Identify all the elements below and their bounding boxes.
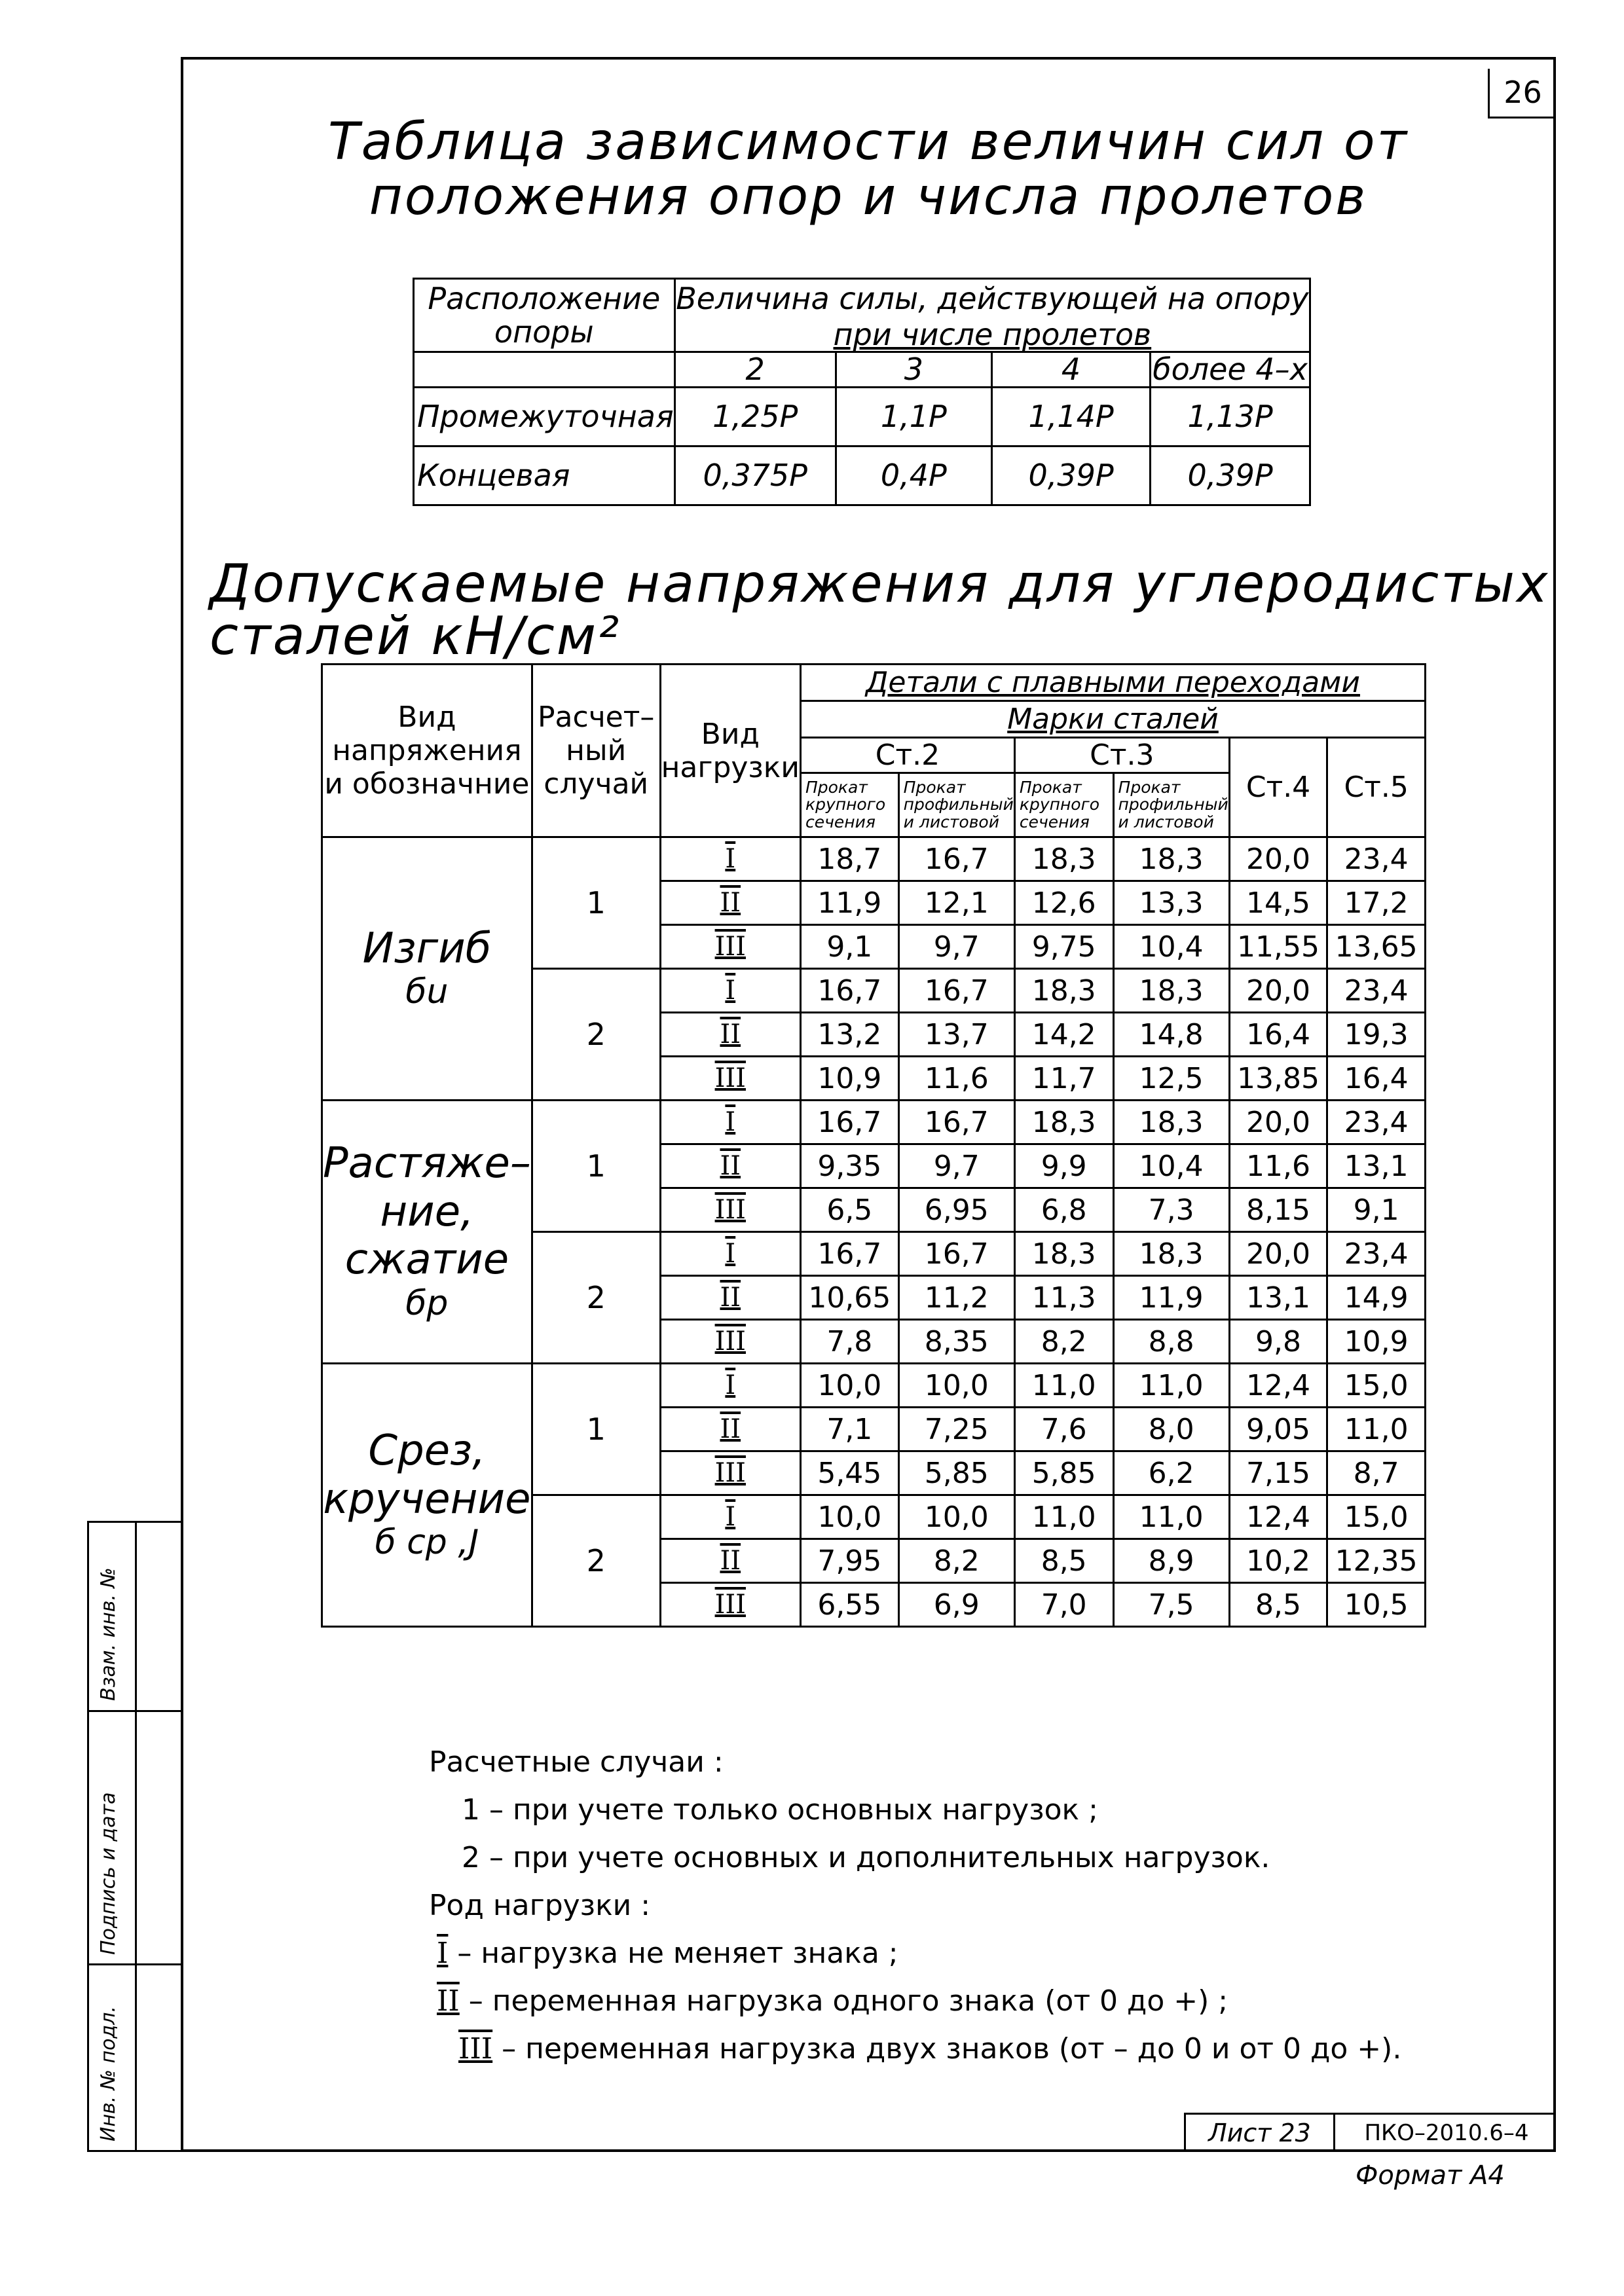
span-4: 4: [991, 352, 1150, 388]
load-type: III: [660, 1057, 800, 1101]
stress-value: 7,15: [1229, 1451, 1327, 1495]
stress-value: 14,5: [1229, 881, 1327, 925]
stress-value: 7,95: [800, 1539, 898, 1583]
span-3: 3: [836, 352, 991, 388]
header-rolled-large: Прокат крупного сечения: [1014, 773, 1113, 837]
load-1-text: – нагрузка не меняет знака ;: [448, 1937, 898, 1970]
header-case: Расчет– ный случай: [532, 665, 660, 837]
title-line-2: положения опор и числа пролетов: [369, 168, 1368, 227]
stress-value: 23,4: [1327, 1101, 1426, 1144]
stress-value: 9,1: [1327, 1188, 1426, 1232]
stress-value: 10,65: [800, 1276, 898, 1320]
stress-value: 23,4: [1327, 969, 1426, 1013]
stress-value: 12,1: [898, 881, 1014, 925]
stress-value: 8,5: [1229, 1583, 1327, 1627]
row-label: Промежуточная: [414, 387, 675, 446]
stress-value: 16,7: [800, 969, 898, 1013]
table-row: [414, 446, 1310, 505]
load-type: I: [660, 837, 800, 881]
stress-value: 18,3: [1014, 837, 1113, 881]
stress-value: 8,9: [1113, 1539, 1229, 1583]
case-number: 2: [532, 1495, 660, 1627]
stress-value: 13,1: [1229, 1276, 1327, 1320]
stress-value: 18,3: [1014, 969, 1113, 1013]
stress-value: 20,0: [1229, 969, 1327, 1013]
span-more-4: более 4–х: [1151, 352, 1310, 388]
stress-value: 5,85: [898, 1451, 1014, 1495]
cell: 1,13P: [1151, 387, 1310, 446]
stress-name: Срез, кручение: [323, 1427, 531, 1523]
stress-value: 7,8: [800, 1320, 898, 1364]
stress-value: 23,4: [1327, 1232, 1426, 1276]
stress-value: 13,85: [1229, 1057, 1327, 1101]
load-type: II: [660, 1276, 800, 1320]
stress-value: 13,3: [1113, 881, 1229, 925]
stress-value: 6,2: [1113, 1451, 1229, 1495]
case-number: 1: [532, 1364, 660, 1495]
stress-value: 9,75: [1014, 925, 1113, 969]
case-number: 1: [532, 837, 660, 969]
stress-value: 18,3: [1113, 1232, 1229, 1276]
stress-value: 10,5: [1327, 1583, 1426, 1627]
row-label: Концевая: [414, 446, 675, 505]
stress-value: 18,3: [1014, 1232, 1113, 1276]
case-number: 1: [532, 1101, 660, 1232]
stamp-inv-orig: Инв. № подл.: [97, 2006, 120, 2141]
load-type: III: [660, 925, 800, 969]
load-type: II: [660, 1013, 800, 1057]
stress-value: 10,4: [1113, 925, 1229, 969]
load-type: I: [660, 1101, 800, 1144]
stress-value: 9,35: [800, 1144, 898, 1188]
stress-value: 16,7: [898, 837, 1014, 881]
stress-value: 13,1: [1327, 1144, 1426, 1188]
stress-value: 9,9: [1014, 1144, 1113, 1188]
sheet-code: ПКО–2010.6–4: [1364, 2120, 1529, 2146]
stress-value: 14,8: [1113, 1013, 1229, 1057]
header-stress: Вид напряжения и обозначние: [322, 665, 532, 837]
stress-value: 10,0: [800, 1495, 898, 1539]
stress-value: 10,0: [898, 1495, 1014, 1539]
stress-value: 5,85: [1014, 1451, 1113, 1495]
stress-symbol: б cp ,J: [375, 1523, 479, 1563]
load-title: Род нагрузки :: [429, 1889, 651, 1922]
header-rolled-profile: Прокат профильный и листовой: [898, 773, 1014, 837]
load-2-note: [429, 1977, 1401, 2025]
spans-row: [414, 352, 1310, 388]
stress-value: 11,2: [898, 1276, 1014, 1320]
stress-group: [322, 837, 532, 1101]
stress-value: 8,8: [1113, 1320, 1229, 1364]
load-type: III: [660, 1451, 800, 1495]
load-2-text: – переменная нагрузка одного знака (от 0 до +) ;: [459, 1984, 1228, 2018]
stress-value: 11,0: [1327, 1408, 1426, 1451]
stress-value: 7,1: [800, 1408, 898, 1451]
stress-value: 11,0: [1014, 1364, 1113, 1408]
case-1-note: 1 – при учете только основных нагрузок ;: [462, 1793, 1098, 1827]
stress-value: 16,7: [898, 1232, 1014, 1276]
stress-group: [322, 1364, 532, 1627]
stress-value: 16,7: [800, 1232, 898, 1276]
stress-value: 11,0: [1113, 1495, 1229, 1539]
stress-value: 11,6: [1229, 1144, 1327, 1188]
stress-value: 10,0: [800, 1364, 898, 1408]
stress-value: 9,7: [898, 925, 1014, 969]
stress-value: 9,7: [898, 1144, 1014, 1188]
force-table: [413, 278, 1311, 506]
load-type: III: [660, 1320, 800, 1364]
case-2-note: 2 – при учете основных и дополнительных нагрузок.: [462, 1841, 1270, 1874]
stress-value: 11,3: [1014, 1276, 1113, 1320]
stress-value: 23,4: [1327, 837, 1426, 881]
stress-value: 14,9: [1327, 1276, 1426, 1320]
load-2-symbol: II: [437, 1984, 460, 2018]
stress-value: 8,5: [1014, 1539, 1113, 1583]
load-type: I: [660, 969, 800, 1013]
stress-value: 8,2: [898, 1539, 1014, 1583]
stress-value: 10,9: [1327, 1320, 1426, 1364]
stress-value: 16,7: [898, 969, 1014, 1013]
stress-symbol: бp: [405, 1283, 449, 1323]
stress-value: 8,2: [1014, 1320, 1113, 1364]
header-st2: Ст.2: [800, 738, 1014, 773]
stress-value: 10,9: [800, 1057, 898, 1101]
header-position: Расположение опоры: [414, 279, 675, 352]
load-type: III: [660, 1188, 800, 1232]
cell: 1,1P: [836, 387, 991, 446]
stress-value: 6,95: [898, 1188, 1014, 1232]
stress-value: 7,6: [1014, 1408, 1113, 1451]
stress-value: 12,35: [1327, 1539, 1426, 1583]
stress-value: 17,2: [1327, 881, 1426, 925]
table-row: [322, 837, 1426, 881]
stress-value: 11,6: [898, 1057, 1014, 1101]
stress-value: 15,0: [1327, 1495, 1426, 1539]
stress-value: 7,3: [1113, 1188, 1229, 1232]
stress-value: 6,55: [800, 1583, 898, 1627]
stress-value: 5,45: [800, 1451, 898, 1495]
load-1-note: [429, 1929, 1401, 1977]
load-1-symbol: I: [437, 1937, 449, 1970]
sheet-label: Лист 23: [1186, 2115, 1335, 2152]
stress-value: 16,7: [800, 1101, 898, 1144]
stress-value: 9,8: [1229, 1320, 1327, 1364]
load-type: I: [660, 1364, 800, 1408]
stress-value: 11,55: [1229, 925, 1327, 969]
stress-value: 10,2: [1229, 1539, 1327, 1583]
stress-value: 16,4: [1327, 1057, 1426, 1101]
stress-value: 8,0: [1113, 1408, 1229, 1451]
stress-value: 15,0: [1327, 1364, 1426, 1408]
load-3-note: [429, 2025, 1401, 2073]
stamp-column: [87, 1521, 181, 2152]
stress-value: 6,5: [800, 1188, 898, 1232]
stress-value: 13,2: [800, 1013, 898, 1057]
header-rolled-profile: Прокат профильный и листовой: [1113, 773, 1229, 837]
cell: 0,39P: [991, 446, 1150, 505]
cell: 1,25P: [674, 387, 836, 446]
load-type: I: [660, 1495, 800, 1539]
load-type: II: [660, 1408, 800, 1451]
stress-value: 6,9: [898, 1583, 1014, 1627]
format-label: Формат А4: [1356, 2160, 1505, 2191]
stress-value: 8,7: [1327, 1451, 1426, 1495]
cell: 0,4P: [836, 446, 991, 505]
cell: 0,39P: [1151, 446, 1310, 505]
stress-value: 12,4: [1229, 1495, 1327, 1539]
load-type: II: [660, 1144, 800, 1188]
stress-value: 18,3: [1113, 1101, 1229, 1144]
stress-group: [322, 1101, 532, 1364]
title-stresses: Допускаемые напряжения для углеродистых сталей кН/см²: [210, 553, 1550, 666]
page-number: 26: [1488, 69, 1556, 118]
stress-value: 7,25: [898, 1408, 1014, 1451]
case-number: 2: [532, 1232, 660, 1364]
header-st3: Ст.3: [1014, 738, 1229, 773]
case-number: 2: [532, 969, 660, 1101]
stress-value: 14,2: [1014, 1013, 1113, 1057]
stress-name: Изгиб: [362, 924, 492, 973]
stress-name: Растяже– ние, сжатие: [323, 1139, 531, 1285]
title-line-1: Таблица зависимости величин сил от: [327, 113, 1409, 172]
stress-value: 8,15: [1229, 1188, 1327, 1232]
stress-table-body: [322, 837, 1426, 1627]
cell: 0,375P: [674, 446, 836, 505]
stress-value: 18,7: [800, 837, 898, 881]
stress-table: [321, 663, 1426, 1628]
stress-symbol: бu: [405, 972, 449, 1012]
cases-title: Расчетные случаи :: [429, 1745, 724, 1779]
stress-value: 16,4: [1229, 1013, 1327, 1057]
stress-value: 11,0: [1113, 1364, 1229, 1408]
load-type: II: [660, 881, 800, 925]
table-row: [322, 1364, 1426, 1408]
stress-value: 10,4: [1113, 1144, 1229, 1188]
header-force-sub: при числе пролетов: [674, 318, 1310, 352]
stress-value: 11,0: [1014, 1495, 1113, 1539]
header-grades: Марки сталей: [800, 701, 1425, 738]
stress-value: 7,0: [1014, 1583, 1113, 1627]
header-st4: Ст.4: [1229, 738, 1327, 837]
stress-value: 6,8: [1014, 1188, 1113, 1232]
stress-value: 18,3: [1014, 1101, 1113, 1144]
load-type: III: [660, 1583, 800, 1627]
stress-value: 12,6: [1014, 881, 1113, 925]
stress-value: 9,1: [800, 925, 898, 969]
header-load: Вид нагрузки: [660, 665, 800, 837]
stress-value: 12,4: [1229, 1364, 1327, 1408]
header-rolled-large: Прокат крупного сечения: [800, 773, 898, 837]
stamp-vzam: Взам. инв. №: [97, 1567, 120, 1701]
stress-value: 20,0: [1229, 1232, 1327, 1276]
load-type: II: [660, 1539, 800, 1583]
span-2: 2: [674, 352, 836, 388]
stress-value: 11,9: [1113, 1276, 1229, 1320]
stress-value: 20,0: [1229, 837, 1327, 881]
table-row: [322, 1101, 1426, 1144]
load-3-symbol: III: [458, 2032, 493, 2066]
stress-value: 8,35: [898, 1320, 1014, 1364]
header-details: Детали с плавными переходами: [800, 665, 1425, 701]
stress-value: 7,5: [1113, 1583, 1229, 1627]
table-row: [414, 387, 1310, 446]
header-st5: Ст.5: [1327, 738, 1426, 837]
stamp-sign-date: Подпись и дата: [97, 1792, 120, 1955]
stress-value: 10,0: [898, 1364, 1014, 1408]
stress-value: 13,7: [898, 1013, 1014, 1057]
stress-value: 13,65: [1327, 925, 1426, 969]
stress-value: 16,7: [898, 1101, 1014, 1144]
stress-value: 20,0: [1229, 1101, 1327, 1144]
sheet-stamp: [1184, 2113, 1556, 2152]
stress-value: 12,5: [1113, 1057, 1229, 1101]
stress-value: 11,9: [800, 881, 898, 925]
header-force: Величина силы, действующей на опору: [674, 279, 1310, 318]
load-3-text: – переменная нагрузка двух знаков (от – до 0 и от 0 до +).: [492, 2032, 1402, 2066]
stress-value: 11,7: [1014, 1057, 1113, 1101]
load-type: I: [660, 1232, 800, 1276]
stress-value: 9,05: [1229, 1408, 1327, 1451]
notes: [429, 1738, 1401, 2073]
stress-value: 18,3: [1113, 837, 1229, 881]
cell: 1,14P: [991, 387, 1150, 446]
stress-value: 18,3: [1113, 969, 1229, 1013]
stress-value: 19,3: [1327, 1013, 1426, 1057]
